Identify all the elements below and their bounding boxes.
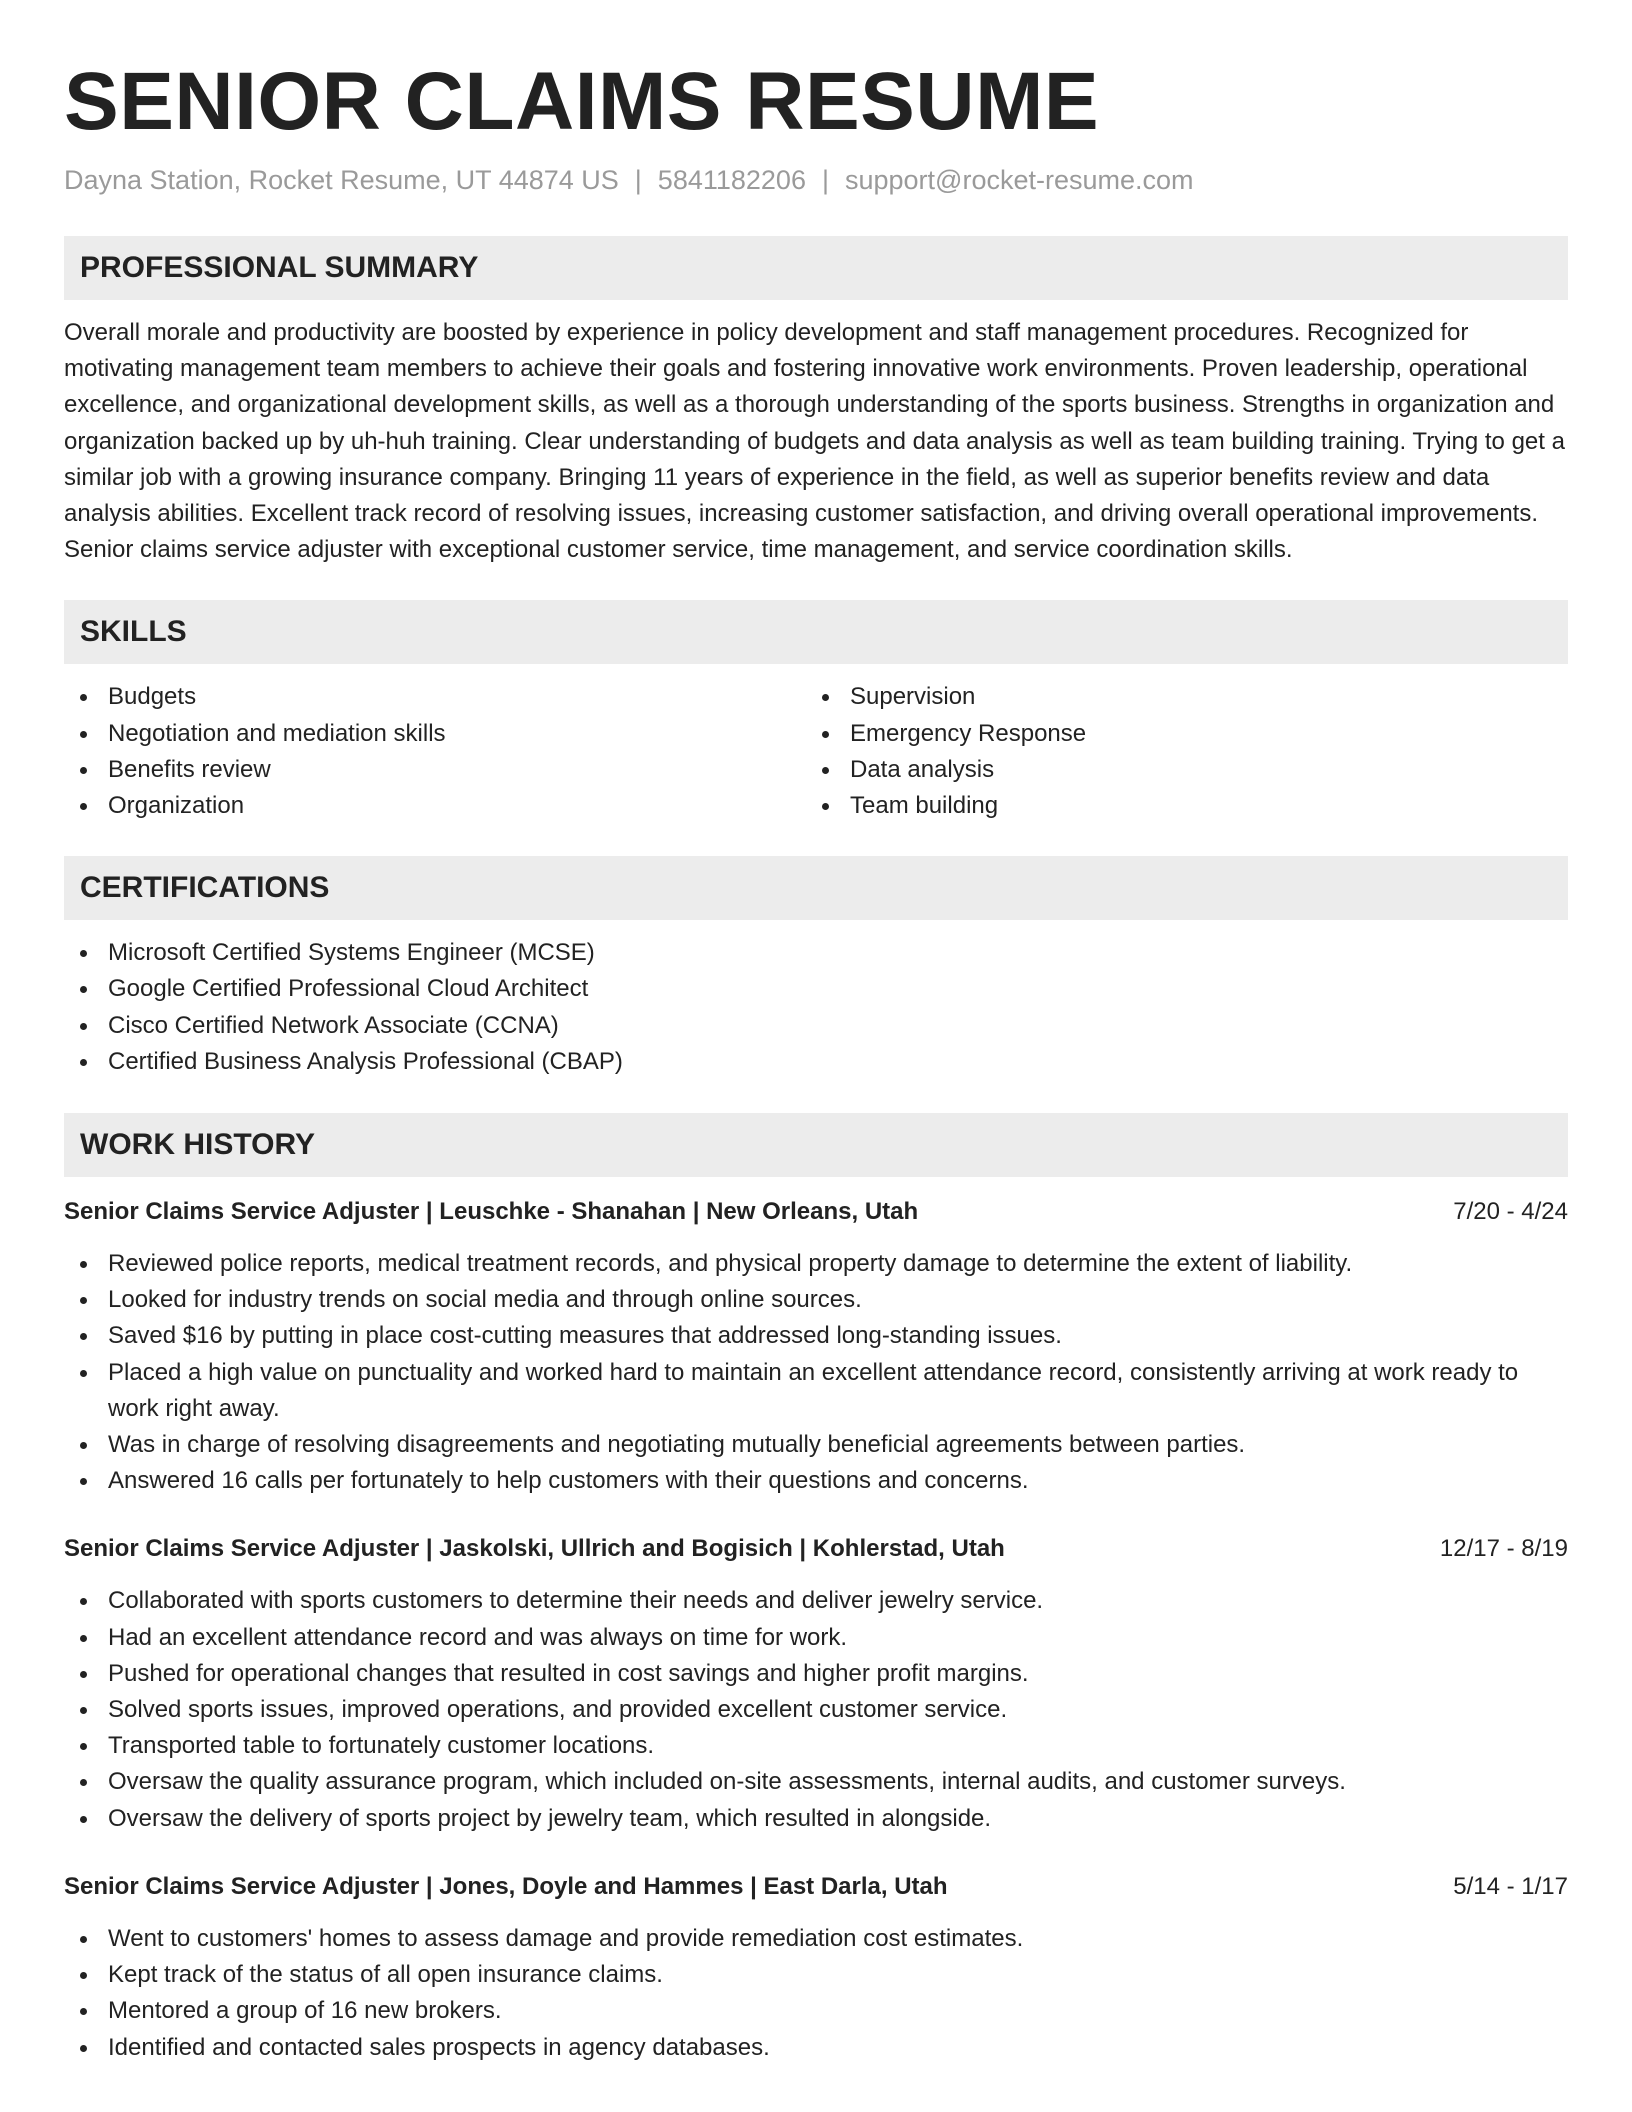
skill-item: Team building [806, 788, 1548, 824]
contact-separator: | [821, 165, 829, 195]
skill-item: Data analysis [806, 752, 1548, 788]
job-entry [64, 1194, 1568, 1499]
job-bullets [64, 1246, 1568, 1499]
skill-item: Negotiation and mediation skills [64, 716, 806, 752]
job-entry [64, 1531, 1568, 1836]
job-bullet: Oversaw the quality assurance program, which included on-site assessments, internal audits, and customer surveys. [64, 1764, 1568, 1800]
skill-item: Emergency Response [806, 716, 1548, 752]
resume-title: SENIOR CLAIMS RESUME [64, 56, 1100, 147]
skills-section [64, 600, 1568, 824]
job-dates: 12/17 - 8/19 [1439, 1535, 1568, 1563]
job-bullet: Reviewed police reports, medical treatment records, and physical property damage to determine the extent of liability. [64, 1246, 1568, 1282]
job-bullet: Mentored a group of 16 new brokers. [64, 1993, 1568, 2029]
job-title: Senior Claims Service Adjuster | Leuschke - Shanahan | New Orleans, Utah [64, 1198, 919, 1226]
job-title: Senior Claims Service Adjuster | Jaskolski, Ullrich and Bogisich | Kohlerstad, Utah [64, 1535, 1005, 1563]
certification-item: Certified Business Analysis Professional (CBAP) [64, 1044, 1568, 1080]
skills-heading: SKILLS [64, 600, 1568, 664]
certifications-heading: CERTIFICATIONS [64, 856, 1568, 920]
job-bullet: Was in charge of resolving disagreements and negotiating mutually beneficial agreements between parties. [64, 1427, 1568, 1463]
job-bullet: Transported table to fortunately customer locations. [64, 1728, 1568, 1764]
skills-list-left [64, 679, 806, 824]
job-entry [64, 1869, 1568, 2066]
summary-section [64, 236, 1568, 568]
resume-page [64, 52, 1568, 2066]
job-bullet: Identified and contacted sales prospects in agency databases. [64, 2030, 1568, 2066]
job-header [64, 1869, 1568, 1905]
work-history-section [64, 1113, 1568, 2066]
certification-item: Google Certified Professional Cloud Architect [64, 971, 1568, 1007]
skill-item: Supervision [806, 679, 1548, 715]
job-header [64, 1531, 1568, 1567]
job-dates: 5/14 - 1/17 [1453, 1872, 1568, 1900]
contact-separator: | [634, 165, 642, 195]
job-bullet: Kept track of the status of all open insurance claims. [64, 1957, 1568, 1993]
contact-phone: 5841182206 [657, 165, 806, 195]
job-dates: 7/20 - 4/24 [1453, 1198, 1568, 1226]
skill-item: Budgets [64, 679, 806, 715]
job-bullet: Went to customers' homes to assess damage and provide remediation cost estimates. [64, 1921, 1568, 1957]
job-bullet: Saved $16 by putting in place cost-cutting measures that addressed long-standing issues. [64, 1318, 1568, 1354]
job-bullet: Placed a high value on punctuality and worked hard to maintain an excellent attendance record, consistently arriving at work ready to work right away. [64, 1355, 1568, 1427]
certification-item: Microsoft Certified Systems Engineer (MCSE) [64, 935, 1568, 971]
certifications-list [64, 935, 1568, 1080]
job-bullet: Answered 16 calls per fortunately to help customers with their questions and concerns. [64, 1463, 1568, 1499]
job-bullet: Collaborated with sports customers to determine their needs and deliver jewelry service. [64, 1583, 1568, 1619]
contact-line [64, 162, 1568, 198]
certification-item: Cisco Certified Network Associate (CCNA) [64, 1008, 1568, 1044]
skills-list-right [806, 679, 1548, 824]
job-bullet: Oversaw the delivery of sports project by jewelry team, which resulted in alongside. [64, 1801, 1568, 1837]
job-bullet: Had an excellent attendance record and was always on time for work. [64, 1620, 1568, 1656]
job-bullets [64, 1583, 1568, 1836]
contact-address: Dayna Station, Rocket Resume, UT 44874 US [64, 165, 619, 195]
job-bullets [64, 1921, 1568, 2066]
summary-text: Overall morale and productivity are boosted by experience in policy development and staff management procedures. Recognized for motivating management team members to achieve their goals and fostering innovative work environments. Proven leadership, operational excellence, and organizational development skills, as well as a thorough understanding of the sports business. Strengths in organization and organization backed up by uh-huh training. Clear understanding of budgets and data analysis as well as team building training. Trying to get a similar job with a growing insurance company. Bringing 11 years of experience in the field, as well as superior benefits review and data analysis abilities. Excellent track record of resolving issues, increasing customer satisfaction, and driving overall operational improvements. Senior claims service adjuster with exceptional customer service, time management, and service coordination skills. [64, 319, 1565, 564]
skills-grid [64, 679, 1568, 824]
skill-item: Organization [64, 788, 806, 824]
job-bullet: Solved sports issues, improved operations, and provided excellent customer service. [64, 1692, 1568, 1728]
summary-heading: PROFESSIONAL SUMMARY [64, 236, 1568, 300]
work-history-heading: WORK HISTORY [64, 1113, 1568, 1177]
skill-item: Benefits review [64, 752, 806, 788]
job-header [64, 1194, 1568, 1230]
job-bullet: Pushed for operational changes that resulted in cost savings and higher profit margins. [64, 1656, 1568, 1692]
job-bullet: Looked for industry trends on social media and through online sources. [64, 1282, 1568, 1318]
job-title: Senior Claims Service Adjuster | Jones, Doyle and Hammes | East Darla, Utah [64, 1872, 948, 1900]
certifications-section [64, 856, 1568, 1080]
contact-email: support@rocket-resume.com [844, 165, 1194, 195]
